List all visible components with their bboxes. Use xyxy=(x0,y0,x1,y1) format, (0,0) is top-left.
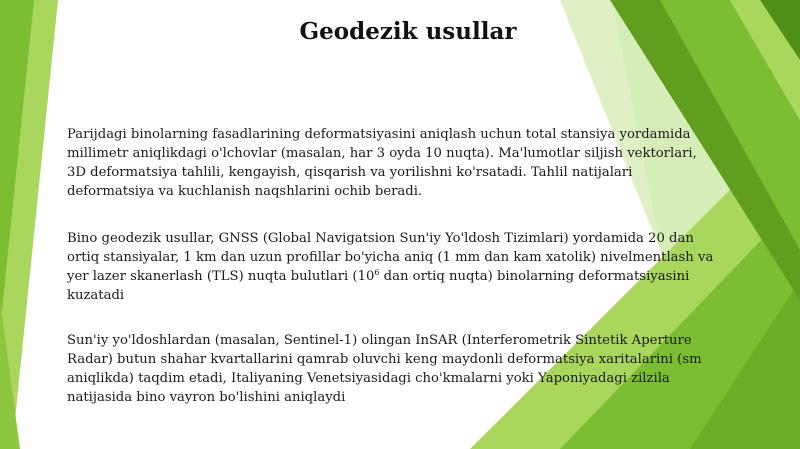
slide-title: Geodezik usullar xyxy=(299,18,517,45)
paragraph-insar xyxy=(67,331,800,407)
line-text-before: yer lazer skanerlash (TLS) nuqta bulutlari (10 xyxy=(67,269,375,284)
line-text-after: dan ortiq nuqta) binolarning deformatsiyasini xyxy=(379,269,690,284)
paragraph-line: Bino geodezik usullar, GNSS (Global Navigatsion Sun'iy Yo'ldosh Tizimlari) yordamida 20 dan xyxy=(67,231,694,246)
paragraph-line: 3D deformatsiya tahlili, kengayish, qisqarish va yorilishni ko'rsatadi. Tahlil natijalari xyxy=(67,165,633,180)
paragraph-line: Sun'iy yo'ldoshlardan (masalan, Sentinel-1) olingan InSAR (Interferometrik Sintetik Aperture xyxy=(67,333,692,348)
paragraph-line: Radar) butun shahar kvartallarini qamrab oluvchi keng maydonli deformatsiya xaritalarini (sm xyxy=(67,352,702,367)
paragraph-line: natijasida bino vayron bo'lishini aniqlaydi xyxy=(67,390,346,405)
exponent: 6 xyxy=(374,268,380,277)
paragraph-line-superscript xyxy=(67,267,800,286)
paragraph-line: millimetr aniqlikdagi o'lchovlar (masalan, har 3 oyda 10 nuqta). Ma'lumotlar siljish vektorlari, xyxy=(67,146,697,161)
paragraph-line: aniqlikda) taqdim etadi, Italiyaning Venetsiyasidagi cho'kmalarni yoki Yaponiyadagi zilzila xyxy=(67,371,670,386)
paragraph-line: Parijdagi binolarning fasadlarining deformatsiyasini aniqlash uchun total stansiya yordamida xyxy=(67,127,691,142)
paragraph-gnss xyxy=(67,229,800,305)
paragraph-line: ortiq stansiyalar, 1 km dan uzun profillar bo'yicha aniq (1 mm dan kam xatolik) nivelmentlash va xyxy=(67,250,714,265)
paragraph-total-station xyxy=(67,125,800,201)
paragraph-line: deformatsiya va kuchlanish naqshlarini ochib beradi. xyxy=(67,184,423,199)
paragraph-line: kuzatadi xyxy=(67,288,125,303)
